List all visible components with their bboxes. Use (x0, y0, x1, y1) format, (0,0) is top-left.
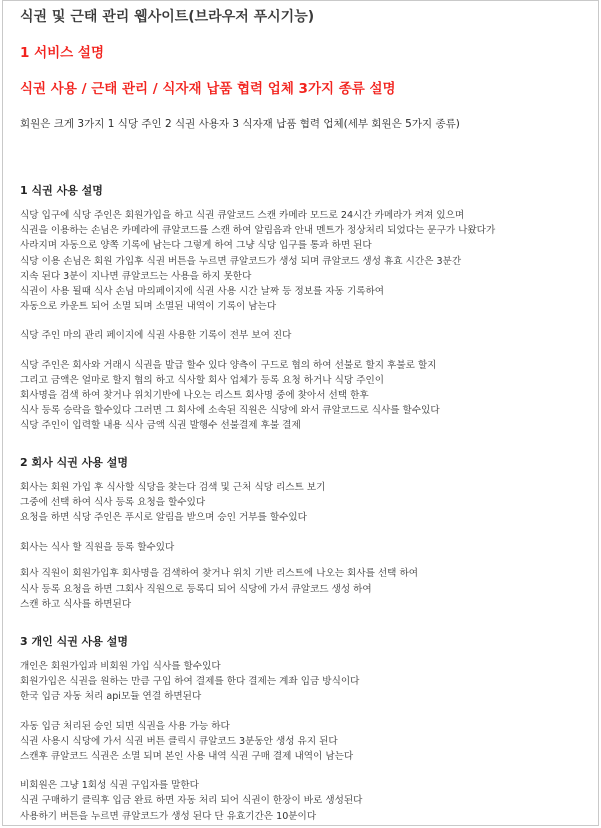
text-line: 비회원은 그냥 1회성 식권 구입자를 말한다 (20, 780, 199, 792)
text-line: 식사 등록 승락을 할수있다 그러면 그 회사에 소속된 직원은 식당에 와서 큐알코드로 식사를 할수있다 (20, 405, 440, 417)
text-line: 식권 사용시 식당에 가서 식권 버튼 클릭시 큐알코드 3분동안 생성 유지 된다 (20, 735, 338, 747)
section-title: 1 식권 사용 설명 (20, 184, 103, 197)
text-line: 개인은 회원가입과 비회원 가입 식사를 할수있다 (20, 661, 221, 673)
service-heading: 1 서비스 설명 (20, 45, 104, 61)
paragraph (20, 659, 590, 705)
section-title: 2 회사 식권 사용 설명 (20, 455, 128, 469)
section (20, 634, 590, 824)
paragraph (20, 778, 590, 824)
text-line: 식권이 사용 될때 식사 손님 마의페이지에 식권 사용 시간 날짜 등 정보를 자동 기록하여 (20, 286, 385, 298)
section (20, 183, 590, 434)
text-line: 회사는 회원 가입 후 식사할 식당을 찾는다 검색 및 근처 식당 리스트 보기 (20, 481, 326, 493)
text-line: 회사 직원이 회원가입후 회사명을 검색하여 찾거나 위치 기반 리스트에 나오는 회사를 선택 하여 (20, 568, 419, 580)
section (20, 455, 590, 612)
text-line: 식권 구매하기 클릭후 입금 완료 하면 자동 처리 되어 식권이 한장이 바로 생성된다 (20, 795, 363, 807)
sections-container (20, 183, 590, 824)
text-line: 지속 된다 3분이 지나면 큐알코드는 사용을 하지 못한다 (20, 270, 252, 282)
text-line: 그중에 선택 하여 식사 등록 요청을 할수있다 (20, 496, 206, 508)
paragraph (20, 328, 590, 343)
paragraph (20, 719, 590, 765)
text-line: 식사 등록 요청을 하면 그회사 직원으로 등록디 되어 식당에 가서 큐알코드 생성 하여 (20, 583, 372, 595)
paragraph (20, 358, 590, 434)
text-line: 자동 입금 처리된 승인 되면 식권을 사용 가능 하다 (20, 720, 230, 732)
text-line: 식당 주인 마의 관리 페이지에 식권 사용한 기록이 전부 보여 진다 (20, 330, 292, 342)
paragraph (20, 566, 590, 612)
text-line: 회사명을 검색 하여 찾거나 위치기반에 나오는 리스트 회사명 중에 찾아서 선택 한후 (20, 390, 369, 402)
text-line: 스캔 하고 식사를 하면된다 (20, 598, 132, 610)
paragraph (20, 540, 590, 555)
text-line: 자동으로 카운트 되어 소멸 되며 소멸된 내역이 기록이 남는다 (20, 301, 277, 313)
types-heading: 식권 사용 / 근태 관리 / 식자재 납품 협력 업체 3가지 종류 설명 (20, 81, 396, 97)
paragraph (20, 480, 590, 526)
document-page (2, 0, 599, 826)
text-line: 요청을 하면 식당 주인은 푸시로 알림을 받으며 승인 거부를 할수있다 (20, 512, 307, 524)
paragraph (20, 208, 590, 314)
text-line: 식권을 이용하는 손님은 카메라에 큐알코드를 스캔 하여 알림음과 안내 멘트가 정상처리 되었다는 문구가 나왔다가 (20, 225, 496, 237)
text-line: 회사는 식사 할 직원을 등록 할수있다 (20, 542, 175, 554)
document-content (20, 7, 590, 824)
text-line: 식당 주인이 입력할 내용 식사 금액 식권 발행수 선불결제 후불 결제 (20, 420, 301, 432)
section-title: 3 개인 식권 사용 설명 (20, 635, 128, 649)
text-line: 식당 이용 손님은 회원 가입후 식권 버튼을 누르면 큐알코드가 생성 되며 큐알코드 생성 휴효 시간은 3분간 (20, 255, 462, 267)
text-line: 한국 입금 자동 처리 api모듈 연결 하면된다 (20, 691, 202, 703)
text-line: 사용하기 버튼을 누르면 큐알코드가 생성 된다 단 유효기간은 10분이다 (20, 810, 317, 822)
intro-text: 회원은 크게 3가지 1 식당 주인 2 식권 사용자 3 식자재 납품 협력 업체(세부 회원은 5가지 종류) (20, 118, 460, 130)
document-title: 식권 및 근태 관리 웹사이트(브라우저 푸시기능) (20, 9, 315, 25)
text-line: 식당 주인은 회사와 거래시 식권을 발급 할수 있다 양측이 구드로 협의 하여 선불로 할지 후불로 할지 (20, 359, 437, 371)
text-line: 스캔후 큐알코드 식권은 소멸 되며 본인 사용 내역 식권 구매 결제 내역이 남는다 (20, 751, 354, 763)
text-line: 식당 입구에 식당 주인은 회원가입을 하고 식권 큐알코드 스캔 카메라 모드로 24시간 카메라가 켜져 있으며 (20, 210, 465, 221)
text-line: 그리고 금액은 얼마로 할지 협의 하고 식사할 회사 업체가 등록 요청 하거나 식당 주인이 (20, 374, 385, 386)
text-line: 사라지며 자동으로 양쪽 기록에 남는다 그렇게 하여 그냥 식당 입구를 통과 하면 된다 (20, 240, 372, 252)
text-line: 회원가입은 식권을 원하는 만큼 구입 하여 결제를 한다 결제는 계좌 입금 방식이다 (20, 676, 360, 688)
